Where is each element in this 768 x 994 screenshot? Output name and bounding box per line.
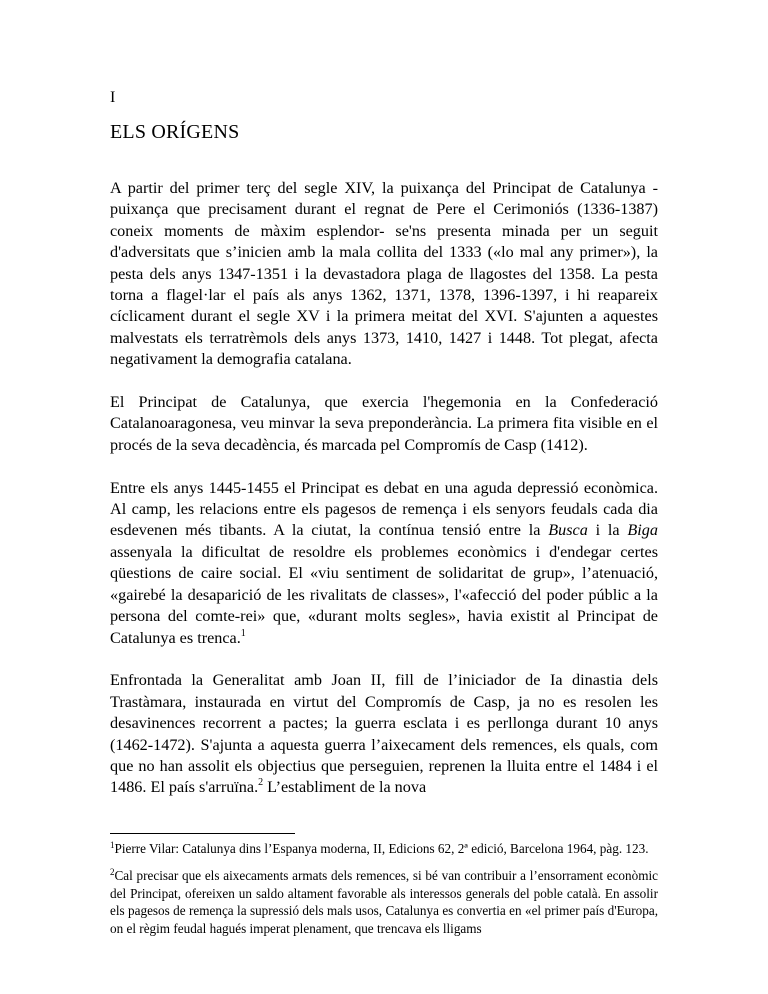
footnote-text: Cal precisar que els aixecaments armats dels remences, si bé van contribuir a l’ensorrament econòmic del Principat, ofereixen un saldo altament favorable als interessos generals del poble català. En assolir els pagesos de remença la supressió dels mals usos, Catalunya es convertia en «el primer país d'Europa, on el règim feudal hagués imperat plenament, que trencava els lligams: [110, 868, 658, 936]
paragraph-text: Entre els anys 1445-1455 el Principat es debat en una aguda depressió econòmica. Al camp, les relacions entre els pagesos de remença i els senyors feudals cada dia esdevenen més tibants. A la ciutat, la contínua tensió entre la: [110, 478, 658, 540]
italic-text: Biga: [627, 521, 658, 540]
chapter-title: ELS ORÍGENS: [110, 121, 240, 143]
paragraph-text: assenyala la dificultat de resoldre els problemes econòmics i d'endegar certes qüestions de caire social. El «viu sentiment de solidaritat de grup», l’atenuació, «gairebé la desaparició de les rivalitats de classes», l'«afecció del poder públic a la persona del comte-rei» que, «durant molts segles», havia existit al Principat de Catalunya es trenca.: [110, 542, 658, 647]
footnote-text: Pierre Vilar: Catalunya dins l’Espanya moderna, II, Edicions 62, 2ª edició, Barcelona 1964, pàg. 123.: [114, 841, 649, 856]
chapter-number: I: [110, 89, 116, 106]
footnote-reference[interactable]: 1: [240, 627, 246, 639]
paragraph: [110, 392, 658, 456]
footnote: [110, 840, 658, 857]
footnote-divider: [110, 833, 295, 834]
footnote: [110, 867, 658, 937]
paragraph-text: L’establiment de la nova: [263, 778, 427, 797]
paragraph-text: El Principat de Catalunya, que exercia l'hegemonia en la Confederació Catalanoaragonesa, veu minvar la seva preponderància. La primera fita visible en el procés de la seva decadència, és marcada pel Compromís de Casp (1412).: [110, 393, 658, 454]
paragraph-text: A partir del primer terç del segle XIV, la puixança del Principat de Catalunya -puixança que precisament durant el regnat de Pere el Cerimoniós (1336-1387) coneix moments de màxim esplendor- se'ns presenta minada per un seguit d'adversitats que s’inicien amb la mala collita del 1333 («lo mal any primer»), la pesta dels anys 1347-1351 i la devastadora plaga de llagostes del 1358. La pesta torna a flagel·lar el país als anys 1362, 1371, 1378, 1396-1397, i hi reapareix cíclicament durant el segle XV i la primera meitat del XVI. S'ajunten a aquestes malvestats els terratrèmols dels anys 1373, 1410, 1427 i 1448. Tot plegat, afecta negativament la demografia catalana.: [110, 179, 658, 369]
footnotes: [110, 833, 658, 947]
footnote-mark: 1: [110, 840, 115, 850]
footnote-reference[interactable]: 2: [258, 777, 264, 789]
footnote-mark: 2: [110, 867, 115, 878]
body-text: [110, 178, 658, 799]
paragraph: [110, 670, 658, 798]
paragraph-text: i la: [587, 521, 628, 540]
paragraph: [110, 178, 658, 371]
paragraph-text: Enfrontada la Generalitat amb Joan II, fill de l’iniciador de Ia dinastia dels Trastàmara, instaurada en virtut del Compromís de Casp, ja no es resolen les desavinences recorrent a pactes; la guerra esclata i es perllonga durant 10 anys (1462-1472). S'ajunta a aquesta guerra l’aixecament dels remences, els quals, com que no han assolit els objectius que perseguien, reprenen la lluita entre el 1484 i el 1486. El país s'arruïna.: [110, 671, 658, 797]
italic-text: Busca: [548, 521, 588, 540]
paragraph: [110, 478, 658, 649]
